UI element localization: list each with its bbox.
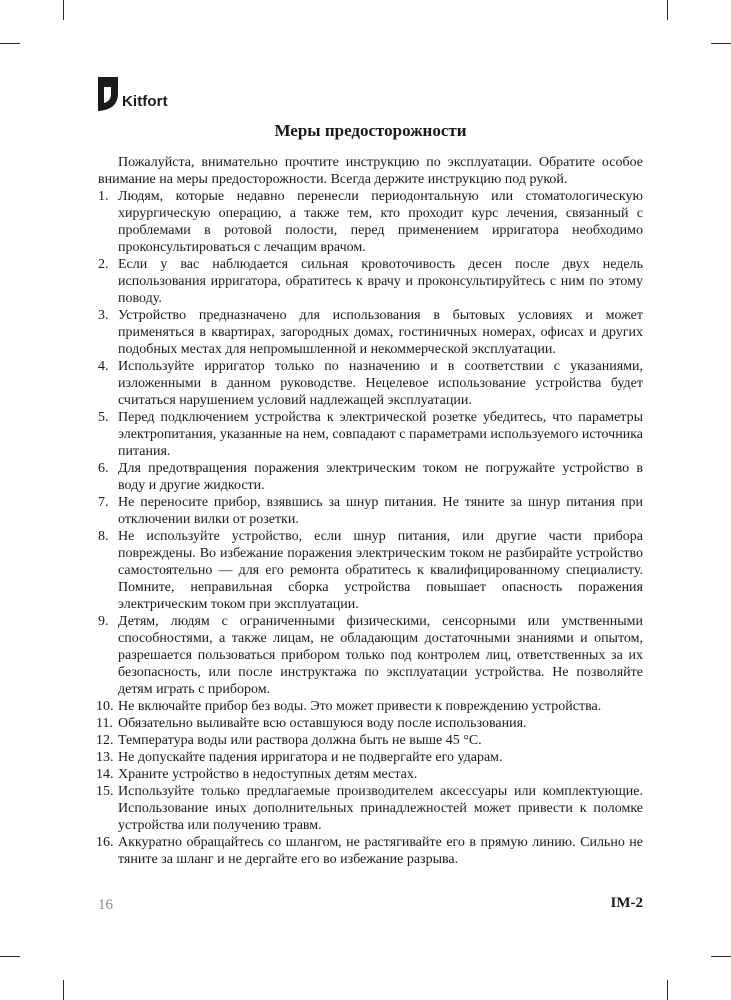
list-item: [98, 188, 643, 256]
list-item-text: Людям, которые недавно перенесли периодонтальную или стоматологическую хирургическую операцию, а также тем, кто проходит курс лечения, связанный с проблемами в ротовой полости, перед применением ирригатора необходимо проконсультироваться с лечащим врачом.: [118, 189, 643, 255]
crop-mark: [63, 980, 64, 1000]
crop-mark: [667, 0, 668, 20]
list-item-text: Детям, людям с ограниченными физическими, сенсорными или умственными способностями, а также лицам, не обладающим достаточными знаниями и опытом, разрешается пользоваться прибором только под контролем лиц, ответственных за их безопасность, или после инструктажа по эксплуатации устройства. Не позволяйте детям играть с прибором.: [118, 614, 643, 697]
list-item: [98, 409, 643, 460]
list-item-number: 13.: [96, 750, 114, 765]
list-item-text: Температура воды или раствора должна быть не выше 45 °C.: [118, 733, 482, 748]
list-item: [98, 783, 643, 834]
list-item-number: 9.: [98, 614, 109, 629]
list-item: [98, 698, 643, 715]
list-item: [98, 358, 643, 409]
list-item: [98, 834, 643, 868]
list-item-text: Используйте ирригатор только по назначению и в соответствии с указаниями, изложенными в данном руководстве. Нецелевое использование устройства будет считаться нарушением условий надлежащей эксплуатации.: [118, 359, 643, 408]
list-item-text: Устройство предназначено для использования в бытовых условиях и может применяться в квартирах, загородных домах, гостиничных номерах, офисах и других подобных местах для непромышленной и некоммерческой эксплуатации.: [118, 308, 643, 357]
document-body: [98, 154, 643, 868]
list-item-text: Не допускайте падения ирригатора и не подвергайте его ударам.: [118, 750, 503, 765]
list-item-text: Если у вас наблюдается сильная кровоточивость десен после двух недель использования ирригатора, обратитесь к врачу и проконсультируйтесь с ним по этому поводу.: [118, 257, 643, 306]
list-item-text: Не используйте устройство, если шнур питания, или другие части прибора повреждены. Во избежание поражения электрическим током не разбирайте устройство самостоятельно — для его ремонта обратитесь к квалифицированному специалисту. Помните, неправильная сборка устройства повышает опасность поражения электрическим током при эксплуатации.: [118, 529, 643, 612]
crop-mark: [711, 956, 731, 957]
list-item-number: 2.: [98, 257, 109, 272]
list-item-number: 1.: [98, 189, 109, 204]
list-item-number: 15.: [96, 784, 114, 799]
list-item-text: Не включайте прибор без воды. Это может привести к повреждению устройства.: [118, 699, 602, 714]
list-item: [98, 256, 643, 307]
model-code: IM-2: [610, 895, 643, 911]
list-item-text: Для предотвращения поражения электрическим током не погружайте устройство в воду и другие жидкости.: [118, 461, 643, 493]
page-number: 16: [98, 897, 113, 913]
list-item: [98, 528, 643, 613]
list-item-number: 4.: [98, 359, 109, 374]
list-item-number: 10.: [96, 699, 114, 714]
list-item-text: Храните устройство в недоступных детям местах.: [118, 767, 418, 782]
list-item-text: Аккуратно обращайтесь со шлангом, не растягивайте его в прямую линию. Сильно не тяните за шланг и не дергайте его во избежание разрыва.: [118, 835, 643, 867]
list-item-number: 3.: [98, 308, 109, 323]
intro-paragraph: Пожалуйста, внимательно прочтите инструкцию по эксплуатации. Обратите особое внимание на меры предосторожности. Всегда держите инструкцию под рукой.: [98, 155, 643, 187]
list-item: [98, 494, 643, 528]
list-item: [98, 613, 643, 698]
list-item-text: Используйте только предлагаемые производителем аксессуары или комплектующие. Использование иных дополнительных принадлежностей может привести к поломке устройства или получению травм.: [118, 784, 643, 833]
list-item: [98, 766, 643, 783]
list-item-number: 6.: [98, 461, 109, 476]
list-item: [98, 715, 643, 732]
crop-mark: [63, 0, 64, 20]
list-item-number: 11.: [96, 716, 113, 731]
crop-mark: [0, 956, 20, 957]
list-item-number: 16.: [96, 835, 114, 850]
list-item-text: Обязательно выливайте всю оставшуюся воду после использования.: [118, 716, 527, 731]
list-item-text: Перед подключением устройства к электрической розетке убедитесь, что параметры электропитания, указанные на нем, совпадают с параметрами используемого источника питания.: [118, 410, 643, 459]
crop-mark: [667, 980, 668, 1000]
crop-mark: [0, 43, 20, 44]
list-item: [98, 732, 643, 749]
kitfort-logo-icon: [98, 77, 118, 111]
list-item-text: Не переносите прибор, взявшись за шнур питания. Не тяните за шнур питания при отключении вилки от розетки.: [118, 495, 643, 527]
brand-name: Kitfort: [122, 93, 168, 110]
list-item-number: 5.: [98, 410, 109, 425]
crop-mark: [711, 43, 731, 44]
precautions-list: [98, 188, 643, 868]
list-item-number: 7.: [98, 495, 109, 510]
list-item-number: 14.: [96, 767, 114, 782]
list-item-number: 8.: [98, 529, 109, 544]
list-item-number: 12.: [96, 733, 114, 748]
list-item: [98, 460, 643, 494]
page-title: Меры предосторожности: [274, 121, 467, 140]
list-item: [98, 307, 643, 358]
list-item: [98, 749, 643, 766]
